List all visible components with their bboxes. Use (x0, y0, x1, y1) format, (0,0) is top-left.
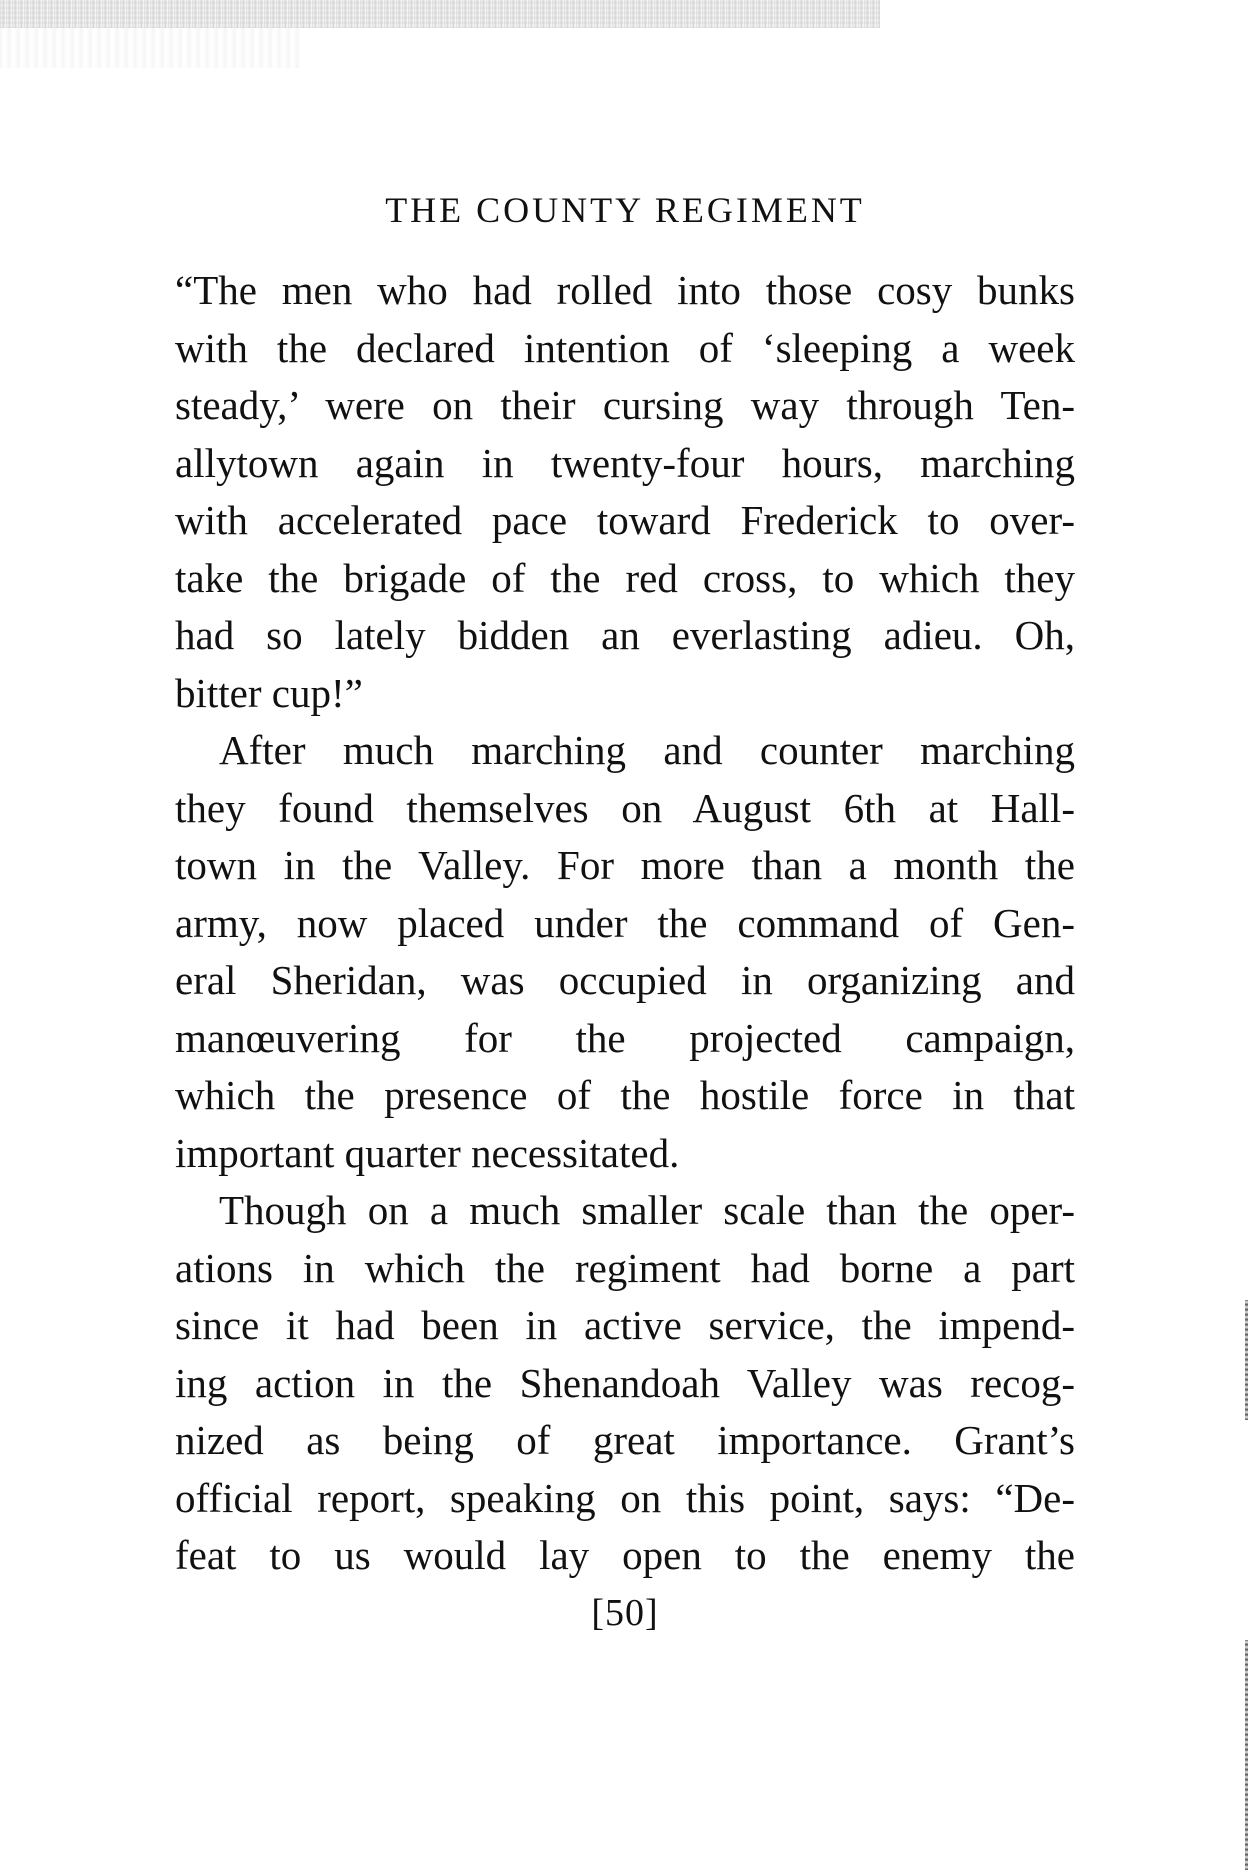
text-line: official report, speaking on this point, says: “De- (175, 1474, 1075, 1521)
text-line: steady,’ were on their cursing way through Ten- (175, 382, 1075, 428)
text-line: manœuvering for the projected campaign, (175, 1014, 1075, 1061)
text-line: nized as being of great importance. Grant’s (175, 1417, 1075, 1463)
text-line: with the declared intention of ‘sleeping a week (175, 324, 1075, 371)
text-line: town in the Valley. For more than a month the (175, 842, 1075, 888)
text-line: army, now placed under the command of Gen- (175, 899, 1075, 946)
text-line: which the presence of the hostile force in that (175, 1072, 1075, 1118)
text-line: “The men who had rolled into those cosy bunks (175, 267, 1075, 313)
scan-noise-top-left (0, 28, 300, 68)
text-line: After much marching and counter marching (219, 727, 1075, 773)
scan-edge-mark (1245, 1300, 1248, 1420)
text-line: since it had been in active service, the impend- (175, 1302, 1075, 1348)
text-line: ations in which the regiment had borne a part (175, 1244, 1075, 1291)
scan-edge-mark (1245, 1640, 1248, 1870)
text-line: feat to us would lay open to the enemy the (175, 1532, 1075, 1578)
text-line: with accelerated pace toward Frederick to over- (175, 497, 1075, 543)
text-line: take the brigade of the red cross, to which they (175, 554, 1075, 601)
text-line: allytown again in twenty-four hours, marching (175, 439, 1075, 486)
scan-noise-top (0, 0, 880, 28)
text-line: had so lately bidden an everlasting adieu. Oh, (175, 612, 1075, 658)
text-line: important quarter necessitated. (175, 1129, 680, 1176)
text-line: ing action in the Shenandoah Valley was recog- (175, 1359, 1075, 1406)
text-line: bitter cup!” (175, 669, 363, 716)
body-text (175, 262, 1075, 1585)
running-head: THE COUNTY REGIMENT (385, 190, 865, 230)
text-line: eral Sheridan, was occupied in organizing and (175, 957, 1075, 1003)
text-line: they found themselves on August 6th at Hall- (175, 784, 1075, 831)
page-number: [50] (591, 1592, 659, 1634)
text-line: Though on a much smaller scale than the oper- (219, 1187, 1075, 1233)
